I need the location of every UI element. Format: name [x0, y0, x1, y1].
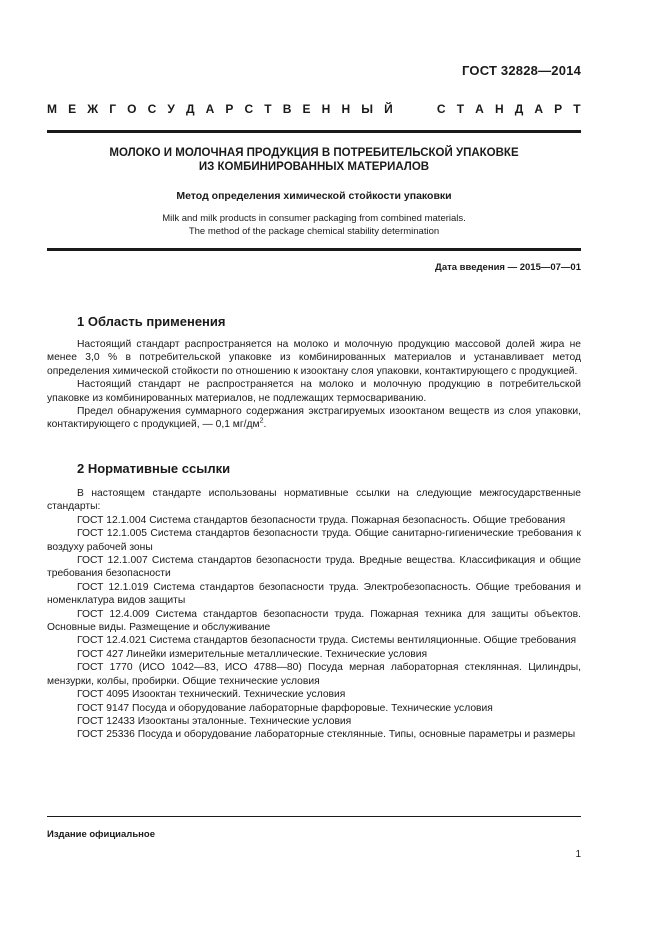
superscript: 2	[259, 418, 264, 426]
banner-letter: Е	[302, 102, 311, 116]
banner-letter: Й	[384, 102, 393, 116]
banner-letter: О	[127, 102, 137, 116]
reference-item: ГОСТ 12.4.009 Система стандартов безопасности труда. Пожарная техника для защиты объектов. Основные виды. Размещение и обслуживание	[47, 608, 581, 634]
page-number: 1	[575, 849, 581, 860]
reference-item: ГОСТ 12.1.004 Система стандартов безопасности труда. Пожарная безопасность. Общие требования	[77, 514, 566, 526]
section-1-body	[47, 338, 581, 432]
reference-item: ГОСТ 12.1.005 Система стандартов безопасности труда. Общие санитарно-гигиенические требования к воздуху рабочей зоны	[47, 528, 581, 553]
banner-letter: М	[47, 102, 57, 116]
section-1-heading: 1 Область применения	[77, 314, 226, 329]
english-title-line-2: The method of the package chemical stability determination	[188, 225, 440, 237]
header-rule	[47, 130, 581, 133]
banner-letter: Д	[185, 102, 195, 116]
banner-letter: Р	[225, 102, 234, 116]
footer-rule	[47, 816, 581, 817]
banner-letter: Н	[341, 102, 351, 116]
banner-letter: Т	[264, 102, 272, 116]
english-title-line-1: Milk and milk products in consumer packaging from combined materials.	[162, 213, 466, 224]
reference-item: ГОСТ 12.4.021 Система стандартов безопасности труда. Системы вентиляционные. Общие требования	[77, 635, 577, 647]
banner-letter: С	[147, 102, 157, 116]
title-line-1: МОЛОКО И МОЛОЧНАЯ ПРОДУКЦИЯ В ПОТРЕБИТЕЛЬСКОЙ УПАКОВКЕ	[109, 147, 519, 159]
paragraph: Настоящий стандарт не распространяется на молоко и молочную продукцию в потребительской упаковке из комбинированных материалов, не подлежащих термосвариванию.	[47, 379, 581, 404]
title-line-2: ИЗ КОМБИНИРОВАННЫХ МАТЕРИАЛОВ	[198, 161, 430, 173]
title-rule	[47, 248, 581, 251]
banner-letter: Р	[554, 102, 563, 116]
reference-item: ГОСТ 12433 Изооктаны эталонные. Технические условия	[77, 715, 352, 727]
banner-letter: У	[167, 102, 175, 116]
paragraph-text: Предел обнаружения суммарного содержания экстрагируемых изооктаном веществ из слоя упаковки, контактирующего с продукцией, — 0,1 мг/дм	[47, 406, 581, 431]
paragraph: В настоящем стандарте использованы нормативные ссылки на следующие межгосударственные стандарты:	[47, 488, 581, 513]
banner-letter: В	[282, 102, 292, 116]
reference-item: ГОСТ 1770 (ИСО 1042—83, ИСО 4788—80) Посуда мерная лабораторная стеклянная. Цилиндры, мензурки, колбы, пробирки. Общие технические условия	[47, 662, 581, 687]
banner-letter: Ж	[87, 102, 99, 116]
banner-letter: Н	[494, 102, 504, 116]
section-2-body	[47, 487, 581, 742]
banner-letter: Е	[68, 102, 77, 116]
reference-item: ГОСТ 25336 Посуда и оборудование лабораторные стеклянные. Типы, основные параметры и размеры	[77, 729, 576, 741]
banner-letter: А	[205, 102, 215, 116]
banner-letter: Ы	[361, 102, 373, 116]
document-title	[47, 146, 581, 174]
english-title	[47, 213, 581, 238]
interstate-standard-banner	[47, 102, 581, 116]
reference-item: ГОСТ 12.1.019 Система стандартов безопасности труда. Электробезопасность. Общие требования и номенклатура видов защиты	[47, 581, 581, 607]
reference-item: ГОСТ 427 Линейки измерительные металлические. Технические условия	[77, 648, 428, 660]
introduction-date: Дата введения — 2015—07—01	[435, 262, 581, 273]
banner-letter: Г	[109, 102, 117, 116]
paragraph-end: .	[263, 419, 267, 431]
banner-letter: Н	[321, 102, 331, 116]
banner-letter: Д	[514, 102, 524, 116]
reference-item: ГОСТ 12.1.007 Система стандартов безопасности труда. Вредные вещества. Классификация и общие требования безопасности	[47, 555, 581, 580]
banner-letter: С	[244, 102, 254, 116]
banner-letter: А	[475, 102, 484, 116]
reference-item: ГОСТ 9147 Посуда и оборудование лабораторные фарфоровые. Технические условия	[77, 702, 493, 714]
document-subtitle: Метод определения химической стойкости упаковки	[176, 190, 452, 202]
banner-letter: Т	[456, 102, 465, 116]
reference-item: ГОСТ 4095 Изооктан технический. Технические условия	[77, 689, 346, 701]
banner-letter: Т	[573, 102, 581, 116]
paragraph	[47, 405, 581, 432]
banner-letter: А	[534, 102, 544, 116]
paragraph: Настоящий стандарт распространяется на молоко и молочную продукцию массовой долей жира не менее 3,0 % в потребительской упаковке из комбинированных материалов и устанавливает метод определения химической стойкости по отношению к изооктану слоя упаковки, контактирующего с продукцией.	[47, 339, 581, 377]
section-2-heading: 2 Нормативные ссылки	[77, 461, 231, 476]
official-edition-label: Издание официальное	[47, 829, 155, 840]
banner-letter: С	[436, 102, 446, 116]
gost-number: ГОСТ 32828—2014	[462, 63, 581, 78]
banner-gap	[404, 102, 426, 116]
